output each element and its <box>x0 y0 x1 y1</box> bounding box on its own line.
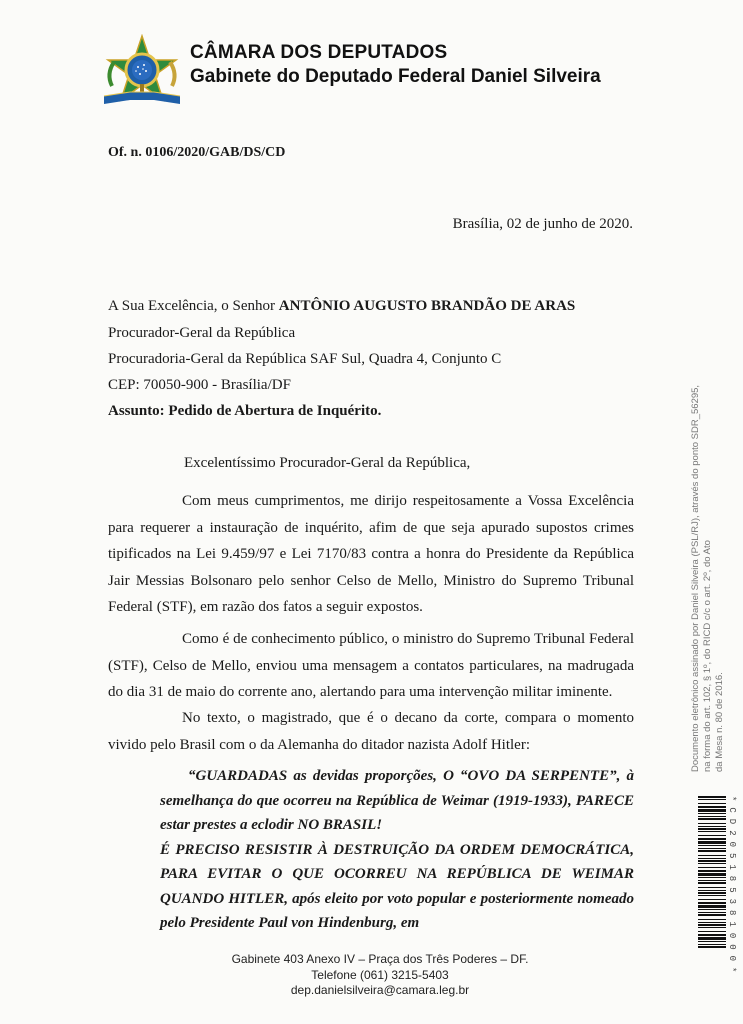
greeting: Excelentíssimo Procurador-Geral da República, <box>184 455 471 471</box>
stamp-line-1: Documento eletrônico assinado por Daniel Silveira (PSL/RJ), através do ponto SDR_56295, <box>690 384 701 772</box>
date-line: Brasília, 02 de junho de 2020. <box>452 216 633 232</box>
footer <box>120 952 640 999</box>
recipient-address: Procuradoria-Geral da República SAF Sul, Quadra 4, Conjunto C <box>108 351 502 367</box>
coat-of-arms-icon <box>100 34 184 110</box>
quote-block <box>160 764 634 936</box>
subject-line: Assunto: Pedido de Abertura de Inquérito. <box>108 403 382 419</box>
paragraph-3 <box>108 705 634 758</box>
paragraph-2 <box>108 626 634 706</box>
recipient-cep: CEP: 70050-900 - Brasília/DF <box>108 377 291 393</box>
oficio-number: Of. n. 0106/2020/GAB/DS/CD <box>108 145 286 160</box>
recipient-line <box>108 298 575 315</box>
footer-phone: Telefone (061) 3215-5403 <box>311 967 449 982</box>
recipient-prefix: A Sua Excelência, o Senhor <box>108 298 279 314</box>
barcode-icon <box>698 796 726 950</box>
footer-address: Gabinete 403 Anexo IV – Praça dos Três Poderes – DF. <box>231 952 529 966</box>
barcode-text: * C D 2 0 5 1 8 5 3 8 1 0 0 0 * <box>727 796 737 973</box>
stamp-line-3: da Mesa n. 80 de 2016. <box>714 672 725 772</box>
header-title: CÂMARA DOS DEPUTADOS <box>190 42 448 63</box>
quote-paragraph-1: “GUARDADAS as devidas proporções, O “OVO DA SERPENTE”, à semelhança do que ocorreu na República de Weimar (1919-1933), PARECE estar prestes a eclodir NO BRASIL! <box>160 768 634 833</box>
quote-paragraph-2: É PRECISO RESISTIR À DESTRUIÇÃO DA ORDEM DEMOCRÁTICA, PARA EVITAR O QUE OCORREU NA REPÚBLICA DE WEIMAR QUANDO HITLER, após eleito por voto popular e posteriormente nomeado pelo Presidente Paul von Hindenburg, em <box>160 841 634 931</box>
electronic-signature-stamp <box>690 372 730 772</box>
paragraph-1-text: Com meus cumprimentos, me dirijo respeitosamente a Vossa Excelência para requerer a instauração de inquérito, afim de que seja apurado supostos crimes tipificados na Lei 9.459/97 e Lei 7170/83 contra a honra do Presidente da República Jair Messias Bolsonaro pelo senhor Celso de Mello, Ministro do Supremo Tribunal Federal (STF), em razão dos fatos a seguir expostos. <box>108 493 634 615</box>
paragraph-3-text: No texto, o magistrado, que é o decano da corte, compara o momento vivido pelo Brasil com o da Alemanha do ditador nazista Adolf Hitler: <box>108 710 634 753</box>
recipient-name: ANTÔNIO AUGUSTO BRANDÃO DE ARAS <box>278 298 576 314</box>
paragraph-2-text: Como é de conhecimento público, o ministro do Supremo Tribunal Federal (STF), Celso de Mello, enviou uma mensagem a contatos particulares, na madrugada do dia 31 de maio do corrente ano, alertando para uma intervenção militar iminente. <box>108 631 634 700</box>
footer-email: dep.danielsilveira@camara.leg.br <box>290 983 470 997</box>
paragraph-1 <box>108 488 634 621</box>
barcode-label <box>725 796 739 973</box>
recipient-role: Procurador-Geral da República <box>108 325 296 341</box>
stamp-line-2: na forma do art. 102, § 1º, do RICD c/c o art. 2º, do Ato <box>702 540 713 772</box>
header-subtitle: Gabinete do Deputado Federal Daniel Silveira <box>190 66 601 87</box>
